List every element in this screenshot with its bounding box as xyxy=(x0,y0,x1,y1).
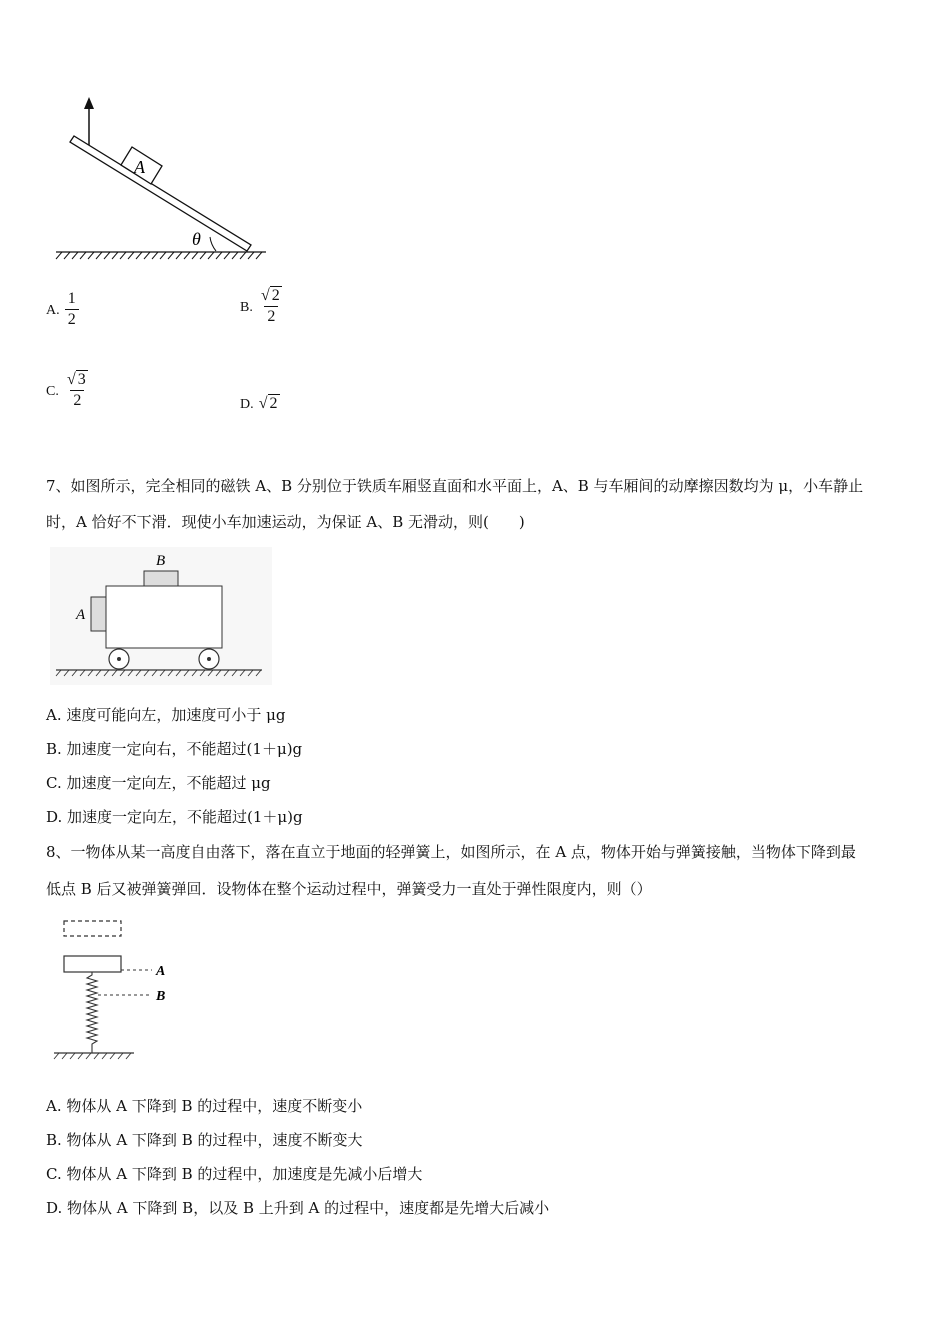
option-label: B. xyxy=(240,300,253,315)
block-a-label: A xyxy=(134,157,145,177)
q8-option-a: A. 物体从 A 下降到 B 的过程中，速度不断变小 xyxy=(46,1097,363,1115)
magnet-b-label: B xyxy=(156,553,166,569)
q8-option-d: D. 物体从 A 下降到 B，以及 B 上升到 A 的过程中，速度都是先增大后减小 xyxy=(46,1199,550,1217)
option-label: A. xyxy=(46,303,60,318)
q8-option-c: C. 物体从 A 下降到 B 的过程中，加速度是先减小后增大 xyxy=(46,1165,423,1183)
incline-figure xyxy=(48,95,273,265)
q6-option-a xyxy=(46,290,79,329)
q7-stem-line1: 7、如图所示，完全相同的磁铁 A、B 分别位于铁质车厢竖直面和水平面上，A、B 与车厢间的动摩擦因数均为 μ，小车静止 xyxy=(46,477,864,495)
option-label: D. xyxy=(240,397,254,412)
q6-option-d xyxy=(240,393,280,413)
q8-stem-line2: 低点 B 后又被弹簧弹回．设物体在整个运动过程中，弹簧受力一直处于弹性限度内，则（） xyxy=(46,880,652,898)
point-b-label: B xyxy=(156,989,166,1004)
q6-option-c xyxy=(46,371,91,410)
option-label: C. xyxy=(46,384,59,399)
fraction: $\frac{1}{2}$ xyxy=(65,290,79,329)
sqrt-expression: √ 2 xyxy=(258,395,278,412)
fraction: $\frac{√ 2}{2}$ xyxy=(260,287,280,325)
q7-option-c: C. 加速度一定向左，不能超过 μg xyxy=(46,774,271,792)
cart-figure xyxy=(48,547,273,687)
point-a-label: A xyxy=(156,964,166,979)
q7-option-d: D. 加速度一定向左，不能超过(1＋μ)g xyxy=(46,808,303,826)
q7-stem-line2: 时，A 恰好不下滑．现使小车加速运动，为保证 A、B 无滑动，则( ) xyxy=(46,513,525,531)
q8-option-b: B. 物体从 A 下降到 B 的过程中，速度不断变大 xyxy=(46,1131,363,1149)
fraction: $\frac{√ 3}{2}$ xyxy=(66,371,86,409)
q8-stem-line1: 8、一物体从某一高度自由落下，落在直立于地面的轻弹簧上，如图所示，在 A 点，物体开始与弹簧接触，当物体下降到最 xyxy=(46,843,856,861)
magnet-a-label: A xyxy=(76,607,86,623)
q7-option-a: A. 速度可能向左，加速度可小于 μg xyxy=(46,706,286,724)
spring-figure xyxy=(48,915,178,1065)
q6-option-b xyxy=(240,287,285,326)
theta-label: θ xyxy=(192,229,201,249)
q7-option-b: B. 加速度一定向右，不能超过(1＋μ)g xyxy=(46,740,303,758)
